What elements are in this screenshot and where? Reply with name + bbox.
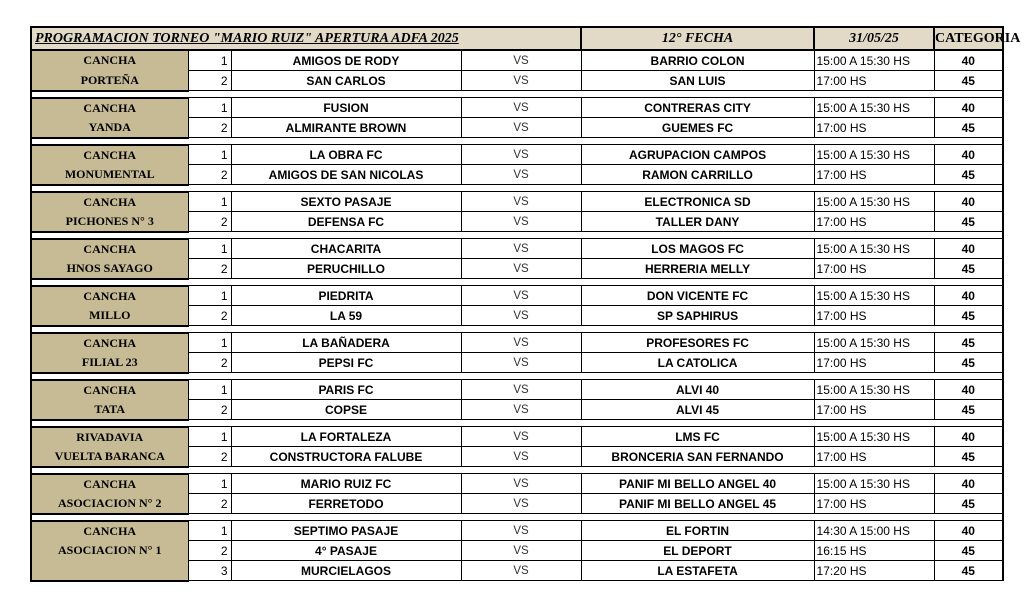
separator-row bbox=[31, 185, 1003, 192]
vs-label: VS bbox=[461, 380, 581, 400]
vs-label: VS bbox=[461, 494, 581, 514]
match-time: 17:00 HS bbox=[814, 353, 934, 373]
home-team: LA OBRA FC bbox=[231, 145, 461, 165]
away-team: LOS MAGOS FC bbox=[581, 239, 814, 259]
away-team: EL FORTIN bbox=[581, 521, 814, 541]
separator bbox=[31, 420, 1003, 427]
away-team: LA ESTAFETA bbox=[581, 561, 814, 581]
separator bbox=[31, 326, 1003, 333]
match-row bbox=[31, 427, 1003, 447]
away-team: PANIF MI BELLO ANGEL 40 bbox=[581, 474, 814, 494]
match-number: 2 bbox=[188, 494, 231, 514]
separator bbox=[31, 232, 1003, 239]
category-value: 40 bbox=[934, 50, 1003, 71]
match-number: 2 bbox=[188, 541, 231, 561]
category-value: 40 bbox=[934, 380, 1003, 400]
match-time: 17:00 HS bbox=[814, 494, 934, 514]
match-row bbox=[31, 118, 1003, 138]
match-row bbox=[31, 474, 1003, 494]
category-value: 40 bbox=[934, 192, 1003, 212]
separator-row bbox=[31, 326, 1003, 333]
match-row bbox=[31, 71, 1003, 91]
match-number: 2 bbox=[188, 447, 231, 467]
away-team: BARRIO COLON bbox=[581, 50, 814, 71]
home-team: MARIO RUIZ FC bbox=[231, 474, 461, 494]
separator-row bbox=[31, 420, 1003, 427]
venue-name-line2: MILLO bbox=[31, 306, 188, 326]
category-value: 40 bbox=[934, 286, 1003, 306]
match-number: 2 bbox=[188, 212, 231, 232]
match-number: 1 bbox=[188, 192, 231, 212]
match-time: 15:00 A 15:30 HS bbox=[814, 145, 934, 165]
separator bbox=[31, 279, 1003, 286]
match-time: 15:00 A 15:30 HS bbox=[814, 427, 934, 447]
home-team: FERRETODO bbox=[231, 494, 461, 514]
vs-label: VS bbox=[461, 561, 581, 581]
venue-name-line1: RIVADAVIA bbox=[31, 427, 188, 447]
vs-label: VS bbox=[461, 541, 581, 561]
vs-label: VS bbox=[461, 192, 581, 212]
home-team: PERUCHILLO bbox=[231, 259, 461, 279]
home-team: SEXTO PASAJE bbox=[231, 192, 461, 212]
match-time: 15:00 A 15:30 HS bbox=[814, 380, 934, 400]
home-team: SAN CARLOS bbox=[231, 71, 461, 91]
separator-row bbox=[31, 91, 1003, 98]
match-number: 2 bbox=[188, 400, 231, 420]
match-time: 15:00 A 15:30 HS bbox=[814, 98, 934, 118]
category-value: 40 bbox=[934, 145, 1003, 165]
category-value: 45 bbox=[934, 400, 1003, 420]
match-time: 14:30 A 15:00 HS bbox=[814, 521, 934, 541]
match-time: 17:00 HS bbox=[814, 71, 934, 91]
vs-label: VS bbox=[461, 239, 581, 259]
home-team: SEPTIMO PASAJE bbox=[231, 521, 461, 541]
match-row bbox=[31, 380, 1003, 400]
venue-name-line2: ASOCIACION N° 2 bbox=[31, 494, 188, 514]
separator bbox=[31, 138, 1003, 145]
separator-row bbox=[31, 138, 1003, 145]
category-value: 45 bbox=[934, 447, 1003, 467]
match-time: 17:20 HS bbox=[814, 561, 934, 581]
match-number: 2 bbox=[188, 353, 231, 373]
category-value: 45 bbox=[934, 333, 1003, 353]
venue-name-line1: CANCHA bbox=[31, 145, 188, 165]
tournament-title: PROGRAMACION TORNEO "MARIO RUIZ" APERTURA ADFA 2025 bbox=[31, 27, 581, 50]
header-row bbox=[31, 27, 1003, 50]
home-team: FUSION bbox=[231, 98, 461, 118]
match-number: 1 bbox=[188, 239, 231, 259]
away-team: LA CATOLICA bbox=[581, 353, 814, 373]
match-time: 17:00 HS bbox=[814, 212, 934, 232]
venue-name-line2: ASOCIACION N° 1 bbox=[31, 541, 188, 581]
category-value: 45 bbox=[934, 306, 1003, 326]
match-row bbox=[31, 353, 1003, 373]
match-row bbox=[31, 145, 1003, 165]
separator bbox=[31, 91, 1003, 98]
vs-label: VS bbox=[461, 259, 581, 279]
match-row bbox=[31, 165, 1003, 185]
venue-name-line1: CANCHA bbox=[31, 239, 188, 259]
vs-label: VS bbox=[461, 427, 581, 447]
venue-name-line2: HNOS SAYAGO bbox=[31, 259, 188, 279]
separator-row bbox=[31, 232, 1003, 239]
home-team: LA FORTALEZA bbox=[231, 427, 461, 447]
away-team: CONTRERAS CITY bbox=[581, 98, 814, 118]
venue-name-line1: CANCHA bbox=[31, 192, 188, 212]
vs-label: VS bbox=[461, 98, 581, 118]
category-value: 45 bbox=[934, 165, 1003, 185]
venue-name-line1: CANCHA bbox=[31, 98, 188, 118]
match-number: 1 bbox=[188, 286, 231, 306]
venue-name-line2: TATA bbox=[31, 400, 188, 420]
separator-row bbox=[31, 514, 1003, 521]
fecha-label: 12° FECHA bbox=[581, 27, 814, 50]
away-team: ELECTRONICA SD bbox=[581, 192, 814, 212]
category-value: 45 bbox=[934, 541, 1003, 561]
match-time: 17:00 HS bbox=[814, 306, 934, 326]
home-team: PARIS FC bbox=[231, 380, 461, 400]
match-number: 1 bbox=[188, 427, 231, 447]
category-value: 40 bbox=[934, 427, 1003, 447]
vs-label: VS bbox=[461, 521, 581, 541]
home-team: ALMIRANTE BROWN bbox=[231, 118, 461, 138]
match-number: 1 bbox=[188, 521, 231, 541]
category-header: CATEGORIA bbox=[934, 27, 1003, 50]
home-team: CHACARITA bbox=[231, 239, 461, 259]
match-number: 1 bbox=[188, 333, 231, 353]
away-team: ALVI 45 bbox=[581, 400, 814, 420]
away-team: EL DEPORT bbox=[581, 541, 814, 561]
schedule-table bbox=[30, 26, 1021, 582]
venue-name-line1: CANCHA bbox=[31, 380, 188, 400]
vs-label: VS bbox=[461, 306, 581, 326]
match-number: 1 bbox=[188, 474, 231, 494]
home-team: 4° PASAJE bbox=[231, 541, 461, 561]
match-row bbox=[31, 400, 1003, 420]
schedule-body bbox=[31, 27, 1021, 581]
away-team: HERRERIA MELLY bbox=[581, 259, 814, 279]
match-row bbox=[31, 286, 1003, 306]
vs-label: VS bbox=[461, 145, 581, 165]
away-team: LMS FC bbox=[581, 427, 814, 447]
vs-label: VS bbox=[461, 118, 581, 138]
home-team: COPSE bbox=[231, 400, 461, 420]
match-time: 17:00 HS bbox=[814, 259, 934, 279]
home-team: DEFENSA FC bbox=[231, 212, 461, 232]
home-team: AMIGOS DE RODY bbox=[231, 50, 461, 71]
home-team: PIEDRITA bbox=[231, 286, 461, 306]
category-value: 45 bbox=[934, 118, 1003, 138]
vs-label: VS bbox=[461, 474, 581, 494]
match-row bbox=[31, 259, 1003, 279]
category-value: 45 bbox=[934, 259, 1003, 279]
match-row bbox=[31, 212, 1003, 232]
vs-label: VS bbox=[461, 165, 581, 185]
venue-name-line2: PORTEÑA bbox=[31, 71, 188, 91]
vs-label: VS bbox=[461, 447, 581, 467]
venue-name-line1: CANCHA bbox=[31, 333, 188, 353]
category-value: 40 bbox=[934, 98, 1003, 118]
separator-row bbox=[31, 373, 1003, 380]
match-number: 1 bbox=[188, 380, 231, 400]
category-value: 45 bbox=[934, 494, 1003, 514]
separator-row bbox=[31, 279, 1003, 286]
away-team: RAMON CARRILLO bbox=[581, 165, 814, 185]
match-row bbox=[31, 541, 1003, 561]
match-number: 2 bbox=[188, 165, 231, 185]
venue-name-line2: MONUMENTAL bbox=[31, 165, 188, 185]
venue-name-line2: YANDA bbox=[31, 118, 188, 138]
vs-label: VS bbox=[461, 333, 581, 353]
away-team: PROFESORES FC bbox=[581, 333, 814, 353]
match-row bbox=[31, 98, 1003, 118]
separator-row bbox=[31, 467, 1003, 474]
vs-label: VS bbox=[461, 353, 581, 373]
category-value: 40 bbox=[934, 521, 1003, 541]
match-row bbox=[31, 521, 1003, 541]
match-number: 2 bbox=[188, 118, 231, 138]
away-team: PANIF MI BELLO ANGEL 45 bbox=[581, 494, 814, 514]
match-number: 3 bbox=[188, 561, 231, 581]
match-time: 17:00 HS bbox=[814, 118, 934, 138]
match-number: 1 bbox=[188, 145, 231, 165]
vs-label: VS bbox=[461, 212, 581, 232]
home-team: LA BAÑADERA bbox=[231, 333, 461, 353]
separator bbox=[31, 514, 1003, 521]
home-team: CONSTRUCTORA FALUBE bbox=[231, 447, 461, 467]
match-time: 15:00 A 15:30 HS bbox=[814, 474, 934, 494]
venue-name-line1: CANCHA bbox=[31, 286, 188, 306]
schedule-sheet bbox=[30, 26, 1021, 582]
venue-name-line1: CANCHA bbox=[31, 474, 188, 494]
match-row bbox=[31, 306, 1003, 326]
match-number: 1 bbox=[188, 50, 231, 71]
match-time: 15:00 A 15:30 HS bbox=[814, 286, 934, 306]
home-team: LA 59 bbox=[231, 306, 461, 326]
match-time: 15:00 A 15:30 HS bbox=[814, 239, 934, 259]
category-value: 45 bbox=[934, 212, 1003, 232]
venue-name-line2: FILIAL 23 bbox=[31, 353, 188, 373]
venue-name-line2: PICHONES N° 3 bbox=[31, 212, 188, 232]
match-number: 2 bbox=[188, 71, 231, 91]
home-team: MURCIELAGOS bbox=[231, 561, 461, 581]
category-value: 45 bbox=[934, 353, 1003, 373]
match-date: 31/05/25 bbox=[814, 27, 934, 50]
away-team: TALLER DANY bbox=[581, 212, 814, 232]
category-value: 40 bbox=[934, 239, 1003, 259]
away-team: DON VICENTE FC bbox=[581, 286, 814, 306]
vs-label: VS bbox=[461, 286, 581, 306]
away-team: GUEMES FC bbox=[581, 118, 814, 138]
separator bbox=[31, 373, 1003, 380]
category-value: 45 bbox=[934, 561, 1003, 581]
match-row bbox=[31, 447, 1003, 467]
vs-label: VS bbox=[461, 71, 581, 91]
match-time: 15:00 A 15:30 HS bbox=[814, 50, 934, 71]
match-time: 15:00 A 15:30 HS bbox=[814, 192, 934, 212]
match-row bbox=[31, 50, 1003, 71]
separator bbox=[31, 185, 1003, 192]
away-team: ALVI 40 bbox=[581, 380, 814, 400]
away-team: SP SAPHIRUS bbox=[581, 306, 814, 326]
home-team: AMIGOS DE SAN NICOLAS bbox=[231, 165, 461, 185]
away-team: BRONCERIA SAN FERNANDO bbox=[581, 447, 814, 467]
separator bbox=[31, 467, 1003, 474]
match-number: 2 bbox=[188, 259, 231, 279]
match-row bbox=[31, 333, 1003, 353]
home-team: PEPSI FC bbox=[231, 353, 461, 373]
match-row bbox=[31, 239, 1003, 259]
vs-label: VS bbox=[461, 400, 581, 420]
vs-label: VS bbox=[461, 50, 581, 71]
match-time: 17:00 HS bbox=[814, 165, 934, 185]
match-number: 2 bbox=[188, 306, 231, 326]
venue-name-line2: VUELTA BARANCA bbox=[31, 447, 188, 467]
away-team: SAN LUIS bbox=[581, 71, 814, 91]
category-value: 40 bbox=[934, 474, 1003, 494]
venue-name-line1: CANCHA bbox=[31, 521, 188, 541]
venue-name-line1: CANCHA bbox=[31, 50, 188, 71]
match-time: 17:00 HS bbox=[814, 447, 934, 467]
match-time: 15:00 A 15:30 HS bbox=[814, 333, 934, 353]
match-row bbox=[31, 192, 1003, 212]
match-row bbox=[31, 494, 1003, 514]
match-time: 17:00 HS bbox=[814, 400, 934, 420]
category-value: 45 bbox=[934, 71, 1003, 91]
away-team: AGRUPACION CAMPOS bbox=[581, 145, 814, 165]
match-number: 1 bbox=[188, 98, 231, 118]
match-time: 16:15 HS bbox=[814, 541, 934, 561]
